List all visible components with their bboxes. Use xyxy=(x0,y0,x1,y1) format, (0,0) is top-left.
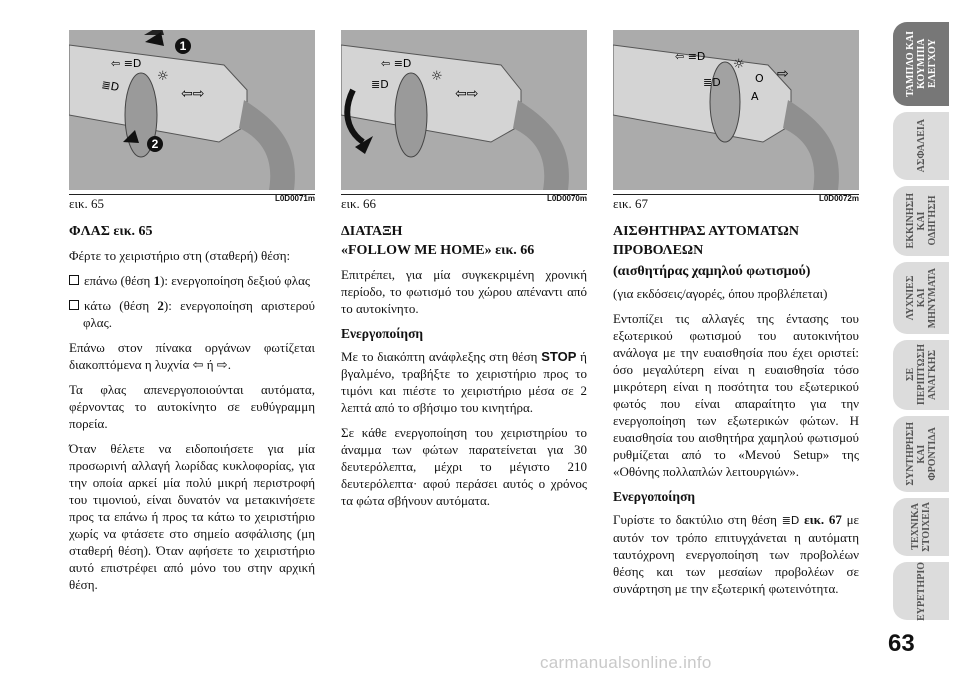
subheading: Ενεργοποίηση xyxy=(341,326,424,341)
bullet-item: κάτω (θέση 2): ενεργοποίηση αριστερού φλας. xyxy=(69,297,315,331)
figure-code: L0D0072m xyxy=(818,194,859,203)
bullet-item: επάνω (θέση 1): ενεργοποίηση δεξιού φλας xyxy=(69,272,315,289)
figure-67-caption xyxy=(613,194,859,211)
figure-66-image xyxy=(341,30,587,190)
svg-text:≣D: ≣D xyxy=(371,78,389,91)
tab-safety[interactable]: ΑΣΦΑΛΕΙΑ xyxy=(893,112,949,180)
marker-1: 1 xyxy=(175,38,191,54)
tab-warning-lights[interactable]: ΛΥΧΝΙΕΣ ΚΑΙ ΜΗΝΥΜΑΤΑ xyxy=(893,262,949,334)
paragraph: Τα φλας απενεργοποιούνται αυτόματα, φέρνοντας το αυτοκίνητο σε ευθύγραμμη πορεία. xyxy=(69,382,315,431)
paragraph: Όταν θέλετε να ειδοποιήσετε για μία προσωρινή αλλαγή λωρίδας κυκλοφορίας, για την οποία αρκεί μία πολύ μικρή περιστροφή του τιμονιού, είναι δυνατόν να μετακινήσετε προς τα επάνω ή προς τα κάτω το χειριστήριο χωρίς να φτάσετε στο σημείο ασφάλισης (μη σταθερή θέση). Όταν αφήσετε το χειριστήριο αυτό επιστρέφει από μόνο του στην αρχική θέση. xyxy=(69,441,315,592)
figure-65-image xyxy=(69,30,315,190)
paragraph: Εντοπίζει τις αλλαγές της έντασης του εξωτερικού φωτισμού του αυτοκινήτου ανάλογα με την ευαισθησία που έχει οριστεί: όσο μεγαλύτερη είναι η ευαισθησία τόσο μικρότερη είναι η ποσότητα του εξωτερικού φωτός που είναι απαραίτητο για την ενεργοποίηση των εξωτερικών φώτων. Η ευαισθησία του αισθητήρα χαμηλού φωτισμού ρυθμίζεται από το «Μενού Setup» της «Οθόνης πολλαπλών λειτουργιών». xyxy=(613,311,859,479)
subheading: Ενεργοποίηση xyxy=(613,489,696,504)
section-title: ΔΙΑΤΑΞΗ «FOLLOW ME HOME» εικ. 66 xyxy=(341,224,535,258)
svg-text:⇦⇨: ⇦⇨ xyxy=(181,86,205,102)
svg-text:≣D: ≣D xyxy=(703,76,721,89)
checkbox-square-icon xyxy=(69,300,79,310)
figure-code: L0D0071m xyxy=(274,194,315,203)
paragraph: Φέρτε το χειριστήριο στη (σταθερή) θέση: xyxy=(69,248,291,263)
stalk-illustration xyxy=(613,30,859,190)
svg-text:⇨: ⇨ xyxy=(777,66,789,82)
paragraph: Επιτρέπει, για μία συγκεκριμένη χρονική περίοδο, το φωτισμό του χώρου απέναντι από το αυτοκίνητο. xyxy=(341,267,587,316)
section-title: ΑΙΣΘΗΤΗΡΑΣ ΑΥΤΟΜΑΤΩΝ ΠΡΟΒΟΛΕΩΝ xyxy=(613,224,799,258)
tab-technical-data[interactable]: ΤΕΧΝΙΚΑ ΣΤΟΙΧΕΙΑ xyxy=(893,498,949,556)
figure-66-caption xyxy=(341,194,587,211)
section-subtitle: (αισθητήρας χαμηλού φωτισμού) xyxy=(613,264,811,279)
stalk-illustration xyxy=(69,30,315,190)
tab-emergency[interactable]: ΣΕ ΠΕΡΙΠΤΩΣΗ ΑΝΑΓΚΗΣ xyxy=(893,340,949,410)
svg-text:⇦ ≡D: ⇦ ≡D xyxy=(111,57,142,70)
o-glyph: O xyxy=(755,72,764,85)
page-number: 63 xyxy=(888,630,915,657)
svg-text:≣D: ≣D xyxy=(100,78,121,95)
paragraph: Επάνω στον πίνακα οργάνων φωτίζεται διακοπτόμενα η λυχνία ⇦ ή ⇨. xyxy=(69,340,315,372)
paragraph: Γυρίστε το δακτύλιο στη θέση ≣D εικ. 67 με αυτόν τον τρόπο επιτυγχάνεται η αυτόματη ταυτόχρονη ενεργοποίηση των προβολέων θέσης και των μεσαίων προβολέων σε συνάρτηση με την εξωτερική φωτεινότητα. xyxy=(613,512,859,596)
svg-text:⇦⇨: ⇦⇨ xyxy=(455,86,479,102)
column-turn-signals xyxy=(69,222,315,601)
stalk-illustration xyxy=(341,30,587,190)
a-glyph: A xyxy=(751,90,759,103)
figure-code: L0D0070m xyxy=(546,194,587,203)
svg-text:⇦ ≡D: ⇦ ≡D xyxy=(381,57,412,70)
figure-67-image xyxy=(613,30,859,190)
figure-65-caption xyxy=(69,194,315,211)
note: (για εκδόσεις/αγορές, όπου προβλέπεται) xyxy=(613,286,828,301)
tab-dashboard-controls[interactable]: ΤΑΜΠΛΟ ΚΑΙ ΚΟΥΜΠΙΑ ΕΛΕΓΧΟΥ xyxy=(893,22,949,106)
section-title: ΦΛΑΣ εικ. 65 xyxy=(69,224,153,239)
tab-index[interactable]: ΕΥΡΕΤΗΡΙΟ xyxy=(893,562,949,620)
figure-label: εικ. 65 xyxy=(69,196,105,211)
marker-2: 2 xyxy=(147,136,163,152)
auto-light-icon: ≣D xyxy=(781,514,800,527)
paragraph: Σε κάθε ενεργοποίηση του χειριστηρίου το άναμμα των φώτων παρατείνεται για 30 δευτερόλεπτα, μέχρι το μέγιστο 210 δευτερόλεπτα· αφού περάσει αυτός ο χρόνος τα φώτα σβήνουν αυτόματα. xyxy=(341,425,587,508)
svg-text:☼: ☼ xyxy=(733,57,745,72)
paragraph: Με το διακόπτη ανάφλεξης στη θέση STOP ή βγαλμένο, τραβήξτε το χειριστήριο προς το τιμόνι και πιέστε το χειριστήριο μέσα σε 2 λεπτά από το σβήσιμο του κινητήρα. xyxy=(341,349,587,415)
svg-text:☼: ☼ xyxy=(431,69,443,84)
tab-starting-driving[interactable]: ΕΚΚΙΝΗΣΗ ΚΑΙ ΟΔΗΓΗΣΗ xyxy=(893,186,949,256)
watermark: carmanualsonline.info xyxy=(540,653,712,672)
column-follow-me-home xyxy=(341,222,587,517)
figure-label: εικ. 66 xyxy=(341,196,377,211)
chapter-tabs xyxy=(893,0,960,677)
checkbox-square-icon xyxy=(69,275,79,285)
svg-text:☼: ☼ xyxy=(157,69,169,84)
column-auto-headlights xyxy=(613,222,859,605)
svg-text:⇦ ≡D: ⇦ ≡D xyxy=(675,50,706,63)
figure-label: εικ. 67 xyxy=(613,196,649,211)
tab-maintenance[interactable]: ΣΥΝΤΗΡΗΣΗ ΚΑΙ ΦΡΟΝΤΙΔΑ xyxy=(893,416,949,492)
